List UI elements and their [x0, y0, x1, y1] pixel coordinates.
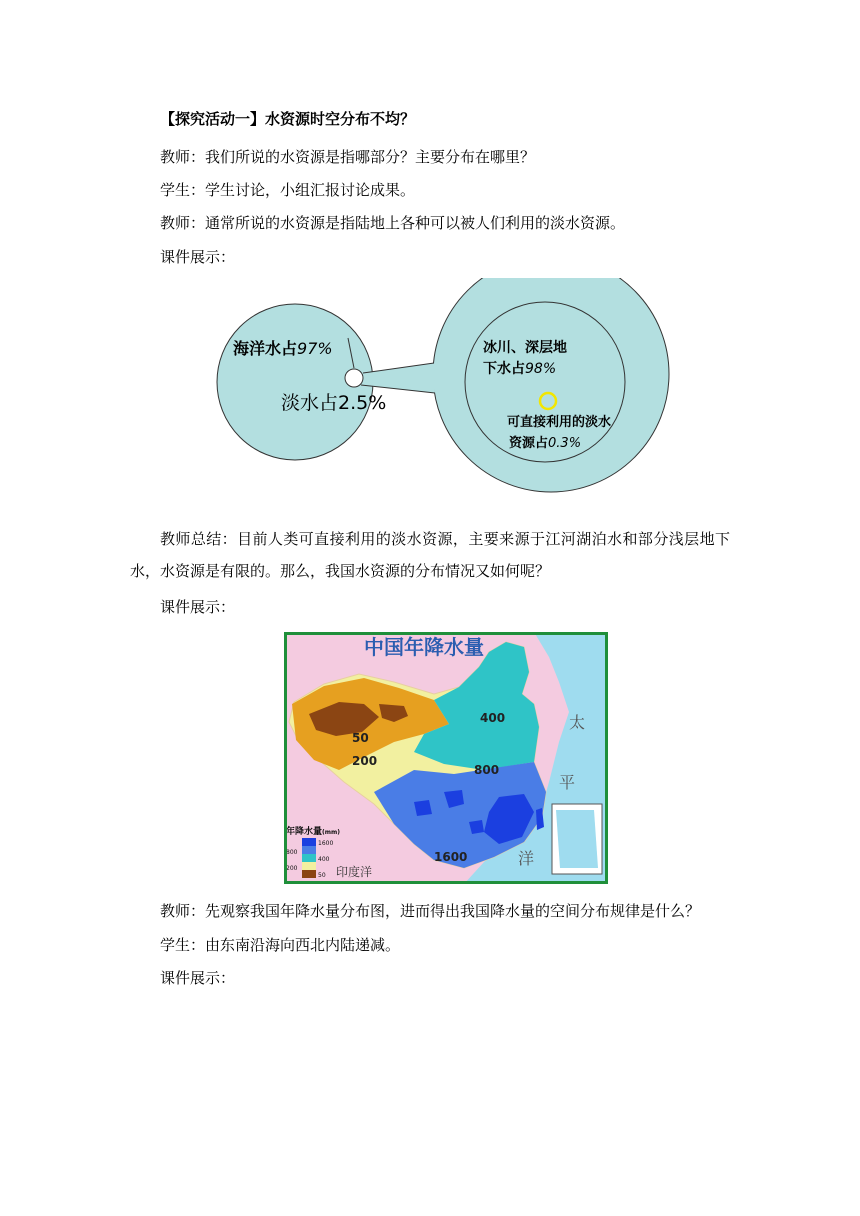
map-title: 中国年降水量 — [364, 635, 484, 659]
contour-800: 800 — [474, 763, 500, 777]
legend-title: 年降水量 — [286, 827, 323, 837]
courseware-label-3: 课件展示： — [160, 969, 236, 987]
legend-50: 50 — [318, 872, 326, 879]
fresh-water-circle — [433, 278, 669, 492]
teacher-question-1: 教师：我们所说的水资源是指哪部分？主要分布在哪里？ — [160, 148, 536, 166]
courseware-label-1: 课件展示： — [160, 248, 236, 266]
legend-unit: (mm) — [322, 829, 341, 836]
fresh-water-dot — [345, 369, 363, 387]
svg-text:海洋水占97% — [233, 339, 333, 358]
ocean-label: 海洋水占 — [233, 339, 298, 358]
water-resources-figure — [215, 278, 675, 518]
contour-200: 200 — [352, 754, 378, 768]
legend-800: 800 — [286, 849, 298, 856]
svg-text:资源占0.3% — [509, 435, 581, 451]
ocean-char-2: 平 — [559, 773, 576, 792]
courseware-label-2: 课件展示： — [160, 598, 236, 616]
contour-400: 400 — [480, 711, 506, 725]
section-heading: 【探究活动一】水资源时空分布不均？ — [160, 110, 416, 128]
teacher-statement-1: 教师：通常所说的水资源是指陆地上各种可以被人们利用的淡水资源。 — [160, 214, 626, 232]
usable-line-1: 可直接利用的淡水 — [507, 415, 612, 430]
legend-1600: 1600 — [318, 840, 334, 847]
glacier-line-1: 冰川、深层地 — [483, 340, 567, 356]
teacher-summary: 教师总结：目前人类可直接利用的淡水资源，主要来源于江河湖泊水和部分浅层地下水，水资源是有限的。那么，我国水资源的分布情况又如何呢？ — [130, 530, 730, 580]
student-answer-2: 学生：由东南沿海向西北内陆递减。 — [160, 936, 401, 954]
glacier-line-2: 下水占 — [483, 361, 525, 377]
glacier-value: 98% — [525, 361, 557, 377]
contour-50: 50 — [352, 731, 369, 745]
indian-ocean-label: 印度洋 — [336, 865, 373, 879]
ocean-char-3: 洋 — [518, 849, 535, 868]
south-sea-inset-water — [556, 810, 598, 868]
contour-1600: 1600 — [434, 850, 468, 864]
usable-line-2: 资源占 — [509, 436, 549, 451]
wettest-zone-3 — [414, 800, 432, 816]
precipitation-map — [284, 632, 608, 884]
teacher-question-2: 教师：先观察我国年降水量分布图，进而得出我国降水量的空间分布规律是什么？ — [160, 902, 701, 920]
usable-value: 0.3% — [548, 436, 582, 451]
ocean-char-1: 太 — [569, 713, 586, 732]
fresh-water-label: 淡水占2.5% — [281, 392, 387, 414]
ocean-value: 97% — [297, 339, 333, 358]
student-answer-1: 学生：学生讨论，小组汇报讨论成果。 — [160, 181, 416, 199]
legend-200: 200 — [286, 865, 298, 872]
legend-400: 400 — [318, 856, 330, 863]
svg-text:下水占98% — [483, 360, 556, 377]
